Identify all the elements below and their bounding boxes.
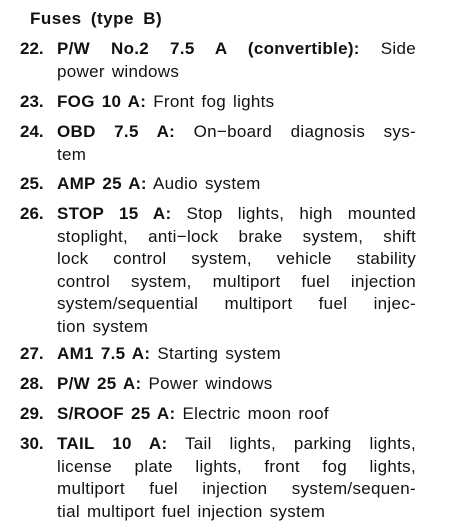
section-heading: Fuses (type B) — [30, 9, 163, 28]
entry-number: 30. — [20, 434, 44, 453]
fuse-description: On−board diagnosis sys- — [193, 122, 416, 141]
entry-text — [57, 121, 416, 166]
fuse-description: Electric moon roof — [182, 404, 329, 423]
entry-line: system/sequential multiport fuel injec- — [57, 294, 416, 313]
entry-line — [57, 173, 416, 196]
entry-number: 27. — [20, 344, 44, 363]
entry-text — [57, 203, 416, 338]
fuse-description: Power windows — [148, 374, 273, 393]
entry-line: multiport fuel injection system/sequen- — [57, 479, 416, 498]
entry-line: tial multiport fuel injection system — [57, 501, 326, 521]
fuse-description: Tail lights, parking lights, — [184, 434, 416, 453]
fuse-label: P/W 25 A: — [57, 374, 142, 393]
entry-text — [57, 343, 416, 366]
entry-number: 25. — [20, 174, 44, 193]
entry-line — [57, 203, 416, 226]
entry-text — [57, 173, 416, 196]
entry-line — [57, 38, 416, 61]
entry-line: power windows — [57, 61, 180, 81]
entry-number: 28. — [20, 374, 44, 393]
fuse-label: OBD 7.5 A: — [57, 122, 176, 141]
entry-line: lock control system, vehicle stability — [57, 249, 416, 268]
fuse-description: Stop lights, high mounted — [186, 204, 416, 223]
entry-number: 22. — [20, 39, 44, 58]
fuse-label: STOP 15 A: — [57, 204, 172, 223]
entry-line: tem — [57, 144, 87, 164]
fuse-description: Front fog lights — [153, 92, 275, 111]
entry-number: 23. — [20, 92, 44, 111]
fuse-description: Starting system — [157, 344, 281, 363]
fuse-description: Audio system — [152, 174, 261, 193]
entry-line — [57, 433, 416, 456]
entry-number: 24. — [20, 122, 44, 141]
entry-line: control system, multiport fuel injection — [57, 271, 416, 291]
entry-line: license plate lights, front fog lights, — [57, 456, 416, 476]
entry-text — [57, 91, 416, 114]
fuse-label: TAIL 10 A: — [57, 434, 168, 453]
fuse-label: AM1 7.5 A: — [57, 344, 151, 363]
entry-line — [57, 91, 416, 114]
fuse-description: Side — [380, 39, 416, 58]
entry-text — [57, 433, 416, 523]
entry-line: stoplight, anti−lock brake system, shift — [57, 226, 416, 246]
entry-line — [57, 121, 416, 144]
fuse-label: AMP 25 A: — [57, 174, 147, 193]
entry-line — [57, 343, 416, 366]
entry-line — [57, 403, 416, 426]
entry-number: 26. — [20, 204, 44, 223]
entry-text — [57, 38, 416, 83]
fuse-label: FOG 10 A: — [57, 92, 147, 111]
entry-number: 29. — [20, 404, 44, 423]
fuse-label: S/ROOF 25 A: — [57, 404, 176, 423]
fuse-label: P/W No.2 7.5 A (convertible): — [57, 39, 360, 58]
entry-text — [57, 373, 416, 396]
entry-line: tion system — [57, 316, 149, 336]
entry-text — [57, 403, 416, 426]
entry-line — [57, 373, 416, 396]
